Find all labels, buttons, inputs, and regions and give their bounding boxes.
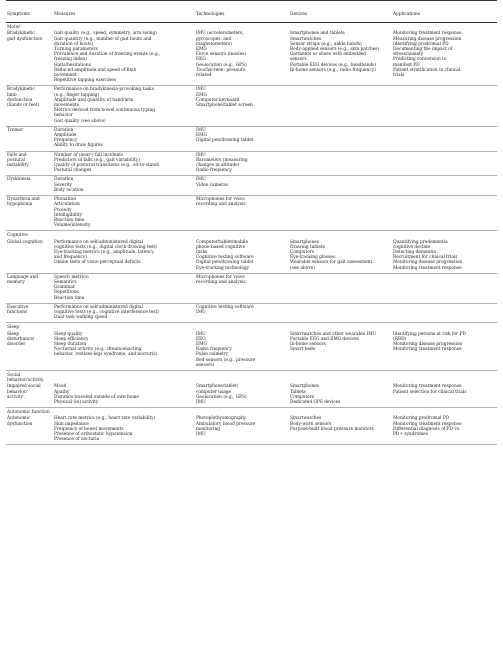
- table-row: [6, 415, 497, 445]
- cell-line: Online tests of visuo-perceptual deficits: [54, 260, 141, 266]
- cell-line: (hands or feet): [7, 103, 40, 109]
- cell-line: Dedicated GPS devices: [290, 400, 341, 405]
- measures-cell: [53, 383, 195, 407]
- symptom-cell: [6, 239, 53, 274]
- devices-cell: [289, 415, 392, 445]
- category-spacer: [195, 323, 289, 331]
- technologies-cell: [195, 151, 289, 176]
- cell-line: Dual-task walking speed: [54, 315, 108, 321]
- category-label: Sleep: [6, 323, 53, 331]
- measures-cell: [53, 86, 195, 126]
- cell-line: Frequency of bowel movements: [54, 426, 124, 432]
- cell-line: IMU (accelerometers,: [196, 31, 244, 37]
- cell-line: dysfunction: [7, 421, 33, 427]
- cell-line: and frequency): [54, 255, 87, 261]
- category-spacer: [195, 231, 289, 239]
- cell-line: disturbance/: [7, 336, 35, 342]
- applications-cell: [392, 196, 497, 231]
- cell-line: Digital pen/drawing tablet: [196, 138, 254, 144]
- devices-cell: [289, 151, 392, 176]
- cell-line: Bradykinetic: [7, 87, 35, 93]
- cell-line: Performance on self-administered digital: [54, 239, 143, 245]
- category-spacer: [392, 408, 497, 416]
- cell-line: Portable EEG devices (e.g., headbands): [290, 62, 377, 68]
- cell-line: Smartphone/tablet screen: [196, 103, 253, 109]
- cell-line: Performance on self-administered digital: [54, 304, 143, 310]
- cell-line: Tablets: [290, 389, 306, 395]
- category-spacer: [53, 231, 195, 239]
- cell-line: Portable EEG and EMG devices: [290, 336, 359, 342]
- technologies-cell: [195, 239, 289, 274]
- cell-line: Monitoring treatment response: [393, 347, 462, 353]
- measures-cell: [53, 126, 195, 151]
- digital-measures-table: [6, 0, 497, 445]
- devices-cell: [289, 273, 392, 303]
- category-label: Social behavior/activity: [6, 370, 53, 383]
- cell-line: In-home sensors (e.g., radio frequency): [290, 67, 376, 73]
- cell-line: monitoring: [196, 426, 221, 432]
- cell-line: hypophonia: [7, 202, 33, 208]
- cell-line: Gait quality (see above): [54, 118, 106, 124]
- technologies-cell: [195, 196, 289, 231]
- measures-cell: [53, 303, 195, 323]
- technologies-cell: [195, 383, 289, 407]
- cell-line: Smartwatches and other wearable IMU: [290, 331, 377, 337]
- category-row: [6, 23, 497, 31]
- cell-line: Postural changes: [54, 168, 92, 174]
- measures-cell: [53, 273, 195, 303]
- cell-line: Monitoring disease progression: [393, 260, 463, 266]
- cell-line: IMU: [196, 400, 206, 405]
- header-row: [6, 1, 497, 23]
- measures-cell: [53, 415, 195, 445]
- cell-line: gyroscopes, and: [196, 36, 232, 42]
- table-row: [6, 331, 497, 371]
- cell-line: Differential diagnosis of PD vs.: [393, 426, 461, 432]
- category-row: [6, 370, 497, 383]
- cell-line: movement: [54, 73, 77, 79]
- cell-line: recording and analysis: [196, 202, 246, 208]
- cell-line: Prosody: [54, 207, 72, 213]
- devices-cell: [289, 126, 392, 151]
- cell-line: Reduced amplitude and speed of limb: [54, 67, 137, 73]
- cell-line: Monitoring treatment response: [393, 421, 462, 427]
- table-row: [6, 196, 497, 231]
- cell-line: Reaction time: [54, 295, 85, 301]
- category-spacer: [392, 23, 497, 31]
- cell-line: Impaired social: [7, 384, 41, 390]
- cell-line: IMU: [196, 432, 206, 438]
- cell-line: Distance traveled outside of own home: [54, 394, 139, 400]
- cell-line: Repetitive tapping exercises: [54, 78, 116, 84]
- cell-line: IMU: [196, 309, 206, 315]
- cell-line: Sleep duration: [54, 341, 87, 347]
- symptom-cell: [6, 151, 53, 176]
- devices-cell: [289, 331, 392, 371]
- cell-line: manifest PD: [393, 62, 420, 68]
- cell-line: Performance on bradykinesia-provoking tasks: [54, 87, 154, 93]
- cell-line: Microphones for voice: [196, 274, 245, 280]
- cell-line: tasks: [196, 249, 208, 255]
- cell-line: Nocturnal activity (e.g., dream-enacting: [54, 347, 142, 353]
- cell-line: Smartwatches: [290, 416, 322, 422]
- cell-line: (e.g., finger tapping): [54, 92, 100, 98]
- table-row: [6, 239, 497, 274]
- category-spacer: [392, 370, 497, 383]
- cell-line: Body-applied sensors (e.g., skin patches): [290, 47, 380, 53]
- cell-line: Bed sensors (e.g., pressure: [196, 357, 256, 363]
- cell-line: movements: [54, 103, 79, 109]
- cell-line: activity: [7, 394, 24, 400]
- cell-line: Patient selection for clinical trials: [393, 389, 467, 395]
- cell-line: computer usage: [196, 389, 232, 395]
- cell-line: Patient stratification in clinical: [393, 67, 461, 73]
- cell-line: memory: [7, 279, 25, 285]
- table-row: [6, 176, 497, 196]
- cell-line: Monitoring prodromal PD: [393, 416, 450, 422]
- cell-line: Amplitude: [54, 133, 77, 139]
- cell-line: In-home sensors: [290, 341, 326, 347]
- measures-cell: [53, 331, 195, 371]
- cell-line: Smartphones: [290, 384, 319, 390]
- cell-line: IMU: [196, 331, 206, 337]
- cell-line: IMU: [196, 152, 206, 158]
- cell-line: Mood: [54, 384, 67, 390]
- devices-cell: [289, 383, 392, 407]
- table-row: [6, 30, 497, 86]
- table-row: [6, 151, 497, 176]
- cell-line: Bradykinetic: [7, 31, 35, 37]
- cell-line: Geolocation (e.g., GPS): [196, 62, 247, 68]
- category-spacer: [289, 323, 392, 331]
- cell-line: Global cognition: [7, 239, 43, 245]
- cell-line: Monitoring treatment response: [393, 265, 462, 271]
- technologies-cell: [195, 273, 289, 303]
- cell-line: Duration: [54, 177, 74, 183]
- cell-line: EMG: [196, 47, 207, 53]
- symptom-cell: [6, 383, 53, 407]
- cell-line: Sleep efficiency: [54, 336, 89, 342]
- category-label: Cognitive: [6, 231, 53, 239]
- cell-line: Dysarthria and: [7, 197, 40, 203]
- measures-cell: [53, 176, 195, 196]
- cell-line: Ability to draw figures: [54, 143, 103, 149]
- cell-line: instability: [7, 163, 29, 169]
- cell-line: Severity: [54, 182, 73, 188]
- cell-line: Sensor straps (e.g., ankle bands): [290, 41, 362, 47]
- symptom-cell: [6, 273, 53, 303]
- category-spacer: [53, 408, 195, 416]
- cell-line: Heart rate metrics (e.g., heart rate variability): [54, 416, 156, 422]
- cell-line: Eye-tracking glasses: [290, 255, 336, 261]
- technologies-cell: [195, 176, 289, 196]
- cell-line: Force sensors (insoles): [196, 52, 247, 58]
- header-applications: Applications: [392, 1, 497, 23]
- cell-line: Grammar: [54, 285, 75, 291]
- cell-line: Predictors of falls (e.g., gait variability): [54, 157, 140, 163]
- technologies-cell: [195, 126, 289, 151]
- devices-cell: [289, 86, 392, 126]
- devices-cell: [289, 196, 392, 231]
- cell-line: dysfunction: [7, 97, 33, 103]
- cell-line: Measuring disease progression: [393, 36, 462, 42]
- applications-cell: [392, 303, 497, 323]
- cell-line: Documenting the impact of: [393, 47, 453, 53]
- category-spacer: [392, 231, 497, 239]
- cell-line: behavior/: [7, 389, 28, 395]
- cell-line: Intelligibility: [54, 212, 83, 218]
- cell-line: Recruitment for clinical trials: [393, 255, 458, 261]
- technologies-cell: [195, 30, 289, 86]
- cell-line: EMG: [196, 341, 207, 347]
- cell-line: sensors): [196, 362, 215, 368]
- cell-line: Monitoring treatment response: [393, 384, 462, 390]
- cell-line: Ambulatory blood pressure: [196, 421, 256, 427]
- cell-line: trials: [393, 73, 405, 79]
- cell-line: Identifying persons at risk for PD: [393, 331, 466, 337]
- cell-line: sensors: [290, 57, 307, 63]
- category-spacer: [53, 370, 195, 383]
- cell-line: Garments or shoes with embedded: [290, 52, 367, 58]
- table-row: [6, 273, 497, 303]
- cell-line: Detecting dementia: [393, 249, 436, 255]
- cell-line: Reaction time: [54, 217, 85, 223]
- cell-line: Computer keyboard: [196, 97, 240, 103]
- symptom-cell: [6, 415, 53, 445]
- cell-line: functions: [7, 309, 28, 315]
- cell-line: Metrics derived from bowel continuous typing: [54, 108, 155, 114]
- cell-line: Body-worn sensors: [290, 421, 332, 427]
- cell-line: postural: [7, 157, 26, 163]
- cell-line: Smartphones and tablets: [290, 31, 345, 37]
- cell-line: EKG: [196, 57, 206, 63]
- cell-line: Number of (near-) fall incidents: [54, 152, 124, 158]
- cell-line: Prevalence and duration of freezing events (e.g.,: [54, 52, 161, 58]
- applications-cell: [392, 273, 497, 303]
- cell-line: limb: [7, 92, 17, 98]
- cell-line: Geolocation (e.g., GPS): [196, 394, 247, 400]
- technologies-cell: [195, 303, 289, 323]
- cell-line: Smartwatches: [290, 36, 322, 42]
- cell-line: Speech metrics:: [54, 274, 90, 280]
- cell-line: freezing index): [54, 57, 87, 63]
- cell-line: changes in altitude): [196, 163, 240, 169]
- cell-line: stress/anxiety: [393, 52, 424, 58]
- cell-line: Tremor: [7, 127, 24, 133]
- technologies-cell: [195, 331, 289, 371]
- cell-line: Frequency: [54, 138, 78, 144]
- cell-line: Radio frequency: [196, 168, 232, 174]
- cell-line: behavior: [54, 113, 74, 119]
- measures-cell: [53, 239, 195, 274]
- cell-line: Predicting conversion to: [393, 57, 447, 63]
- cell-line: IMU: [196, 87, 206, 93]
- devices-cell: [289, 30, 392, 86]
- category-spacer: [289, 408, 392, 416]
- cell-line: Dyskinesia: [7, 177, 31, 183]
- devices-cell: [289, 239, 392, 274]
- cell-line: Quantifying predementia: [393, 239, 448, 245]
- symptom-cell: [6, 30, 53, 86]
- cell-line: Smartphone/tablet/: [196, 384, 239, 390]
- cell-line: Pulse oximetry: [196, 352, 229, 358]
- applications-cell: [392, 383, 497, 407]
- technologies-cell: [195, 86, 289, 126]
- symptom-cell: [6, 303, 53, 323]
- category-spacer: [392, 323, 497, 331]
- cell-line: behavior, restless-legs syndrome, and nocturia): [54, 352, 158, 358]
- category-spacer: [53, 323, 195, 331]
- cell-line: Autonomic: [7, 416, 31, 422]
- applications-cell: [392, 239, 497, 274]
- cell-line: Identifying prodromal PD: [393, 41, 449, 47]
- cell-line: Phonation: [54, 197, 77, 203]
- category-spacer: [195, 408, 289, 416]
- cell-line: Physical (in) activity: [54, 400, 99, 405]
- symptom-cell: [6, 126, 53, 151]
- applications-cell: [392, 30, 497, 86]
- cell-line: (RBD): [393, 336, 407, 342]
- cell-line: Gait quantity (e.g., number of gait bouts and: [54, 36, 152, 42]
- cell-line: Drawing tablets: [290, 244, 325, 250]
- cell-line: IMU: [196, 177, 206, 183]
- cell-line: Amplitude and quantity of hand/arm: [54, 97, 134, 103]
- cell-line: Language and: [7, 274, 39, 280]
- cell-line: PD+ syndromes: [393, 432, 428, 438]
- cell-line: related: [196, 73, 212, 79]
- category-spacer: [195, 23, 289, 31]
- cell-line: Radio frequency: [196, 347, 232, 353]
- table-header: [6, 1, 497, 23]
- cell-line: IMU: [196, 127, 206, 133]
- category-label: Motor: [7, 25, 21, 31]
- category-label: Autonomic function: [6, 408, 53, 416]
- category-row: [6, 408, 497, 416]
- technologies-cell: [195, 415, 289, 445]
- cell-line: Eye-tracking technology: [196, 265, 250, 271]
- applications-cell: [392, 176, 497, 196]
- applications-cell: [392, 331, 497, 371]
- header-symptoms: Symptoms: [6, 1, 53, 23]
- cell-line: Quality of postural transitions (e.g., sit-to-stand): [54, 163, 160, 169]
- cell-line: Body location: [54, 187, 84, 193]
- cell-line: Gait quality (e.g., speed, symmetry, arm swing): [54, 31, 157, 37]
- cell-line: gait dysfunction: [7, 36, 43, 42]
- cell-line: Eye-tracking metrics (e.g., amplitude, latency,: [54, 249, 155, 255]
- cell-line: cognitive tests (e.g., cognitive interference test): [54, 309, 160, 315]
- category-spacer: [289, 23, 392, 31]
- header-measures: Measures: [53, 1, 195, 23]
- cell-line: Touchscreen: pressure: [196, 67, 246, 73]
- cell-line: Computers: [290, 249, 314, 255]
- cell-line: Sleep: [7, 331, 20, 337]
- cell-line: Duration: [54, 127, 74, 133]
- devices-cell: [289, 176, 392, 196]
- measures-cell: [53, 196, 195, 231]
- cell-line: Cognitive testing software: [196, 255, 254, 261]
- cell-line: Apathy: [54, 389, 70, 395]
- cell-line: Smart beds: [290, 347, 315, 353]
- category-row: [6, 231, 497, 239]
- cell-line: Executive: [7, 304, 29, 310]
- cell-line: Monitoring treatment response: [393, 31, 462, 37]
- cell-line: Digital pen/drawing tablet: [196, 260, 254, 266]
- symptom-cell: [6, 196, 53, 231]
- cell-line: Articulation: [54, 202, 80, 208]
- cell-line: recording and analysis: [196, 279, 246, 285]
- cell-line: duration of bouts): [54, 41, 94, 47]
- cell-line: Computers: [290, 394, 314, 400]
- cell-line: Presence of orthostatic hypotension: [54, 432, 133, 438]
- cell-line: Smartphones: [290, 239, 319, 245]
- category-spacer: [289, 370, 392, 383]
- applications-cell: [392, 415, 497, 445]
- symptom-cell: [6, 86, 53, 126]
- category-spacer: [195, 370, 289, 383]
- cell-line: Repetitions: [54, 290, 79, 296]
- category-spacer: [289, 231, 392, 239]
- symptom-cell: [6, 331, 53, 371]
- cell-line: Barometers (measuring: [196, 157, 248, 163]
- table-row: [6, 126, 497, 151]
- cell-line: cognitive decline: [393, 244, 431, 250]
- cell-line: Wearable sensors for gait assessment: [290, 260, 373, 266]
- measures-cell: [53, 151, 195, 176]
- cell-line: cognitive tests (e.g., digital clock drawing test): [54, 244, 157, 250]
- table-row: [6, 383, 497, 407]
- cell-line: Presence of nocturia: [54, 437, 100, 443]
- header-technologies: Technologies: [195, 1, 289, 23]
- cell-line: Microphones for voice: [196, 197, 245, 203]
- cell-line: Photoplethysmography: [196, 416, 247, 422]
- header-devices: Devices: [289, 1, 392, 23]
- cell-line: EMG: [196, 92, 207, 98]
- category-spacer: [53, 23, 195, 31]
- cell-line: disorder: [7, 341, 26, 347]
- cell-line: Monitoring disease progression: [393, 341, 463, 347]
- measures-cell: [53, 30, 195, 86]
- cell-line: EMG: [196, 133, 207, 139]
- cell-line: Turning parameters: [54, 47, 98, 53]
- cell-line: Cognitive testing software: [196, 304, 254, 310]
- cell-line: Volume/intensity: [54, 223, 91, 229]
- symptom-cell: [6, 176, 53, 196]
- category-row: [6, 323, 497, 331]
- cell-line: Video cameras: [196, 182, 229, 188]
- cell-line: Halts/hesitations: [54, 62, 91, 68]
- cell-line: Falls and: [7, 152, 27, 158]
- cell-line: Skin impedance: [54, 421, 89, 427]
- cell-line: (see above): [290, 265, 315, 271]
- table-row: [6, 303, 497, 323]
- cell-line: Purpose-built blood pressure monitors: [290, 426, 374, 432]
- cell-line: phone-based cognitive: [196, 244, 246, 250]
- devices-cell: [289, 303, 392, 323]
- cell-line: Sleep quality: [54, 331, 83, 337]
- cell-line: Semantics: [54, 279, 77, 285]
- cell-line: Computer/tablet/mobile: [196, 239, 249, 245]
- applications-cell: [392, 126, 497, 151]
- applications-cell: [392, 86, 497, 126]
- table-row: [6, 86, 497, 126]
- table-body: [6, 23, 497, 445]
- applications-cell: [392, 151, 497, 176]
- cell-line: EEG: [196, 336, 206, 342]
- cell-line: magnetometers): [196, 41, 232, 47]
